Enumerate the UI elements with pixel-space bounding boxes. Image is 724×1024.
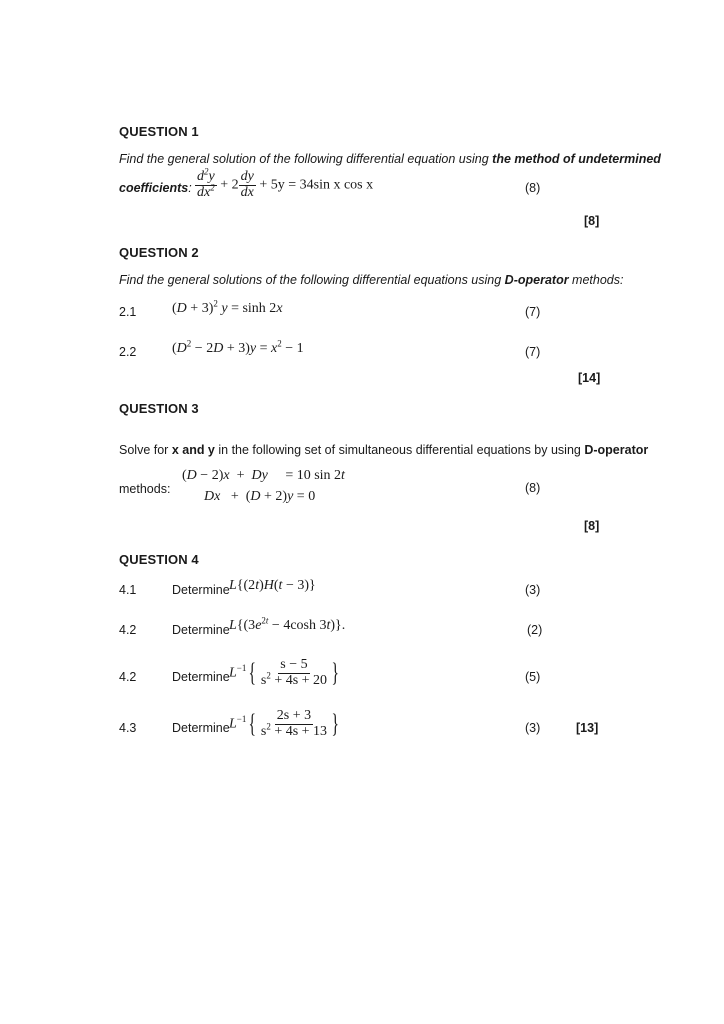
q4-1-marks: (3)	[525, 583, 541, 597]
q1-total: [8]	[584, 214, 600, 228]
q1-method-name: the method of undetermined	[492, 152, 661, 166]
q4-determine-label: Determine	[172, 721, 230, 735]
question-2-instruction	[119, 273, 623, 287]
q1-marks: (8)	[525, 181, 541, 195]
q1-colon: :	[188, 181, 192, 195]
q2-d-operator: D-operator	[504, 273, 569, 287]
q2-instruction-text: Find the general solutions of the following differential equations using	[119, 273, 505, 287]
q4-2-expression: $L\{(3e^{2t} - 4\cosh$ 3t)}.	[229, 615, 346, 633]
q4-4-expression: $L^{-1}${ $\frac{2s + 3}{s^2 + 4s + 13}$ }	[229, 708, 340, 739]
q2-item-number: 2.2	[119, 345, 137, 359]
q4-1-expression: L{(2t)H(t − 3)}	[229, 578, 316, 593]
q3-d-operator: D-operator	[584, 443, 649, 457]
q4-item-number: 4.2	[119, 670, 137, 684]
q2-instruction-end: methods:	[568, 273, 624, 287]
q4-3-expression: $L^{-1}${ $\frac{s - 5}{s^2 + 4s + 20}$ }	[229, 657, 340, 688]
question-1-title: QUESTION 1	[119, 124, 199, 139]
q3-text-c: in the following set of simultaneous differential equations by using	[214, 443, 585, 457]
q3-methods-label: methods:	[119, 482, 171, 496]
question-2-title: QUESTION 2	[119, 245, 199, 260]
q1-instruction-text: Find the general solution of the following differential equation using	[119, 152, 493, 166]
q4-determine-label: Determine	[172, 623, 230, 637]
q4-item-number: 4.3	[119, 721, 137, 735]
q3-equation-2: Dx + (D + 2)y = 0	[204, 489, 316, 504]
q2-item-number: 2.1	[119, 305, 137, 319]
q2-total: [14]	[578, 371, 601, 385]
question-1-instruction	[119, 152, 661, 166]
q3-text-a: Solve for	[119, 443, 172, 457]
question-3-instruction	[119, 443, 648, 457]
q1-equation: $\frac{d^2y}{dx^2}$ + 2 $\frac{dy}{dx}$ + 5y = 34sin x cos x	[197, 166, 374, 200]
question-3-title: QUESTION 3	[119, 401, 199, 416]
q2-1-equation: $(D + 3)^2$ y = sinh 2x	[172, 298, 283, 316]
q4-3-marks: (5)	[525, 670, 541, 684]
q4-determine-label: Determine	[172, 670, 230, 684]
q4-determine-label: Determine	[172, 583, 230, 597]
q2-2-equation: $(D^2 - 2D + 3)y = x^2 - 1$	[172, 338, 304, 356]
q4-total: [13]	[576, 721, 599, 735]
q1-coefficients-word: coefficients	[119, 181, 189, 195]
q2-2-marks: (7)	[525, 345, 541, 359]
q2-1-marks: (7)	[525, 305, 541, 319]
q1-equation-rest: + 5y = 34sin x cos x	[259, 177, 374, 193]
question-4-title: QUESTION 4	[119, 552, 199, 567]
q3-variables: x and y	[171, 443, 215, 457]
q4-4-marks: (3)	[525, 721, 541, 735]
q3-total: [8]	[584, 519, 600, 533]
q3-marks: (8)	[525, 481, 541, 495]
q4-item-number: 4.1	[119, 583, 137, 597]
q4-2-marks: (2)	[527, 623, 543, 637]
q3-equation-1: (D − 2)x + Dy = 10 sin 2t	[182, 468, 345, 483]
q1-coefficients-label	[119, 181, 192, 195]
q4-item-number: 4.2	[119, 623, 137, 637]
